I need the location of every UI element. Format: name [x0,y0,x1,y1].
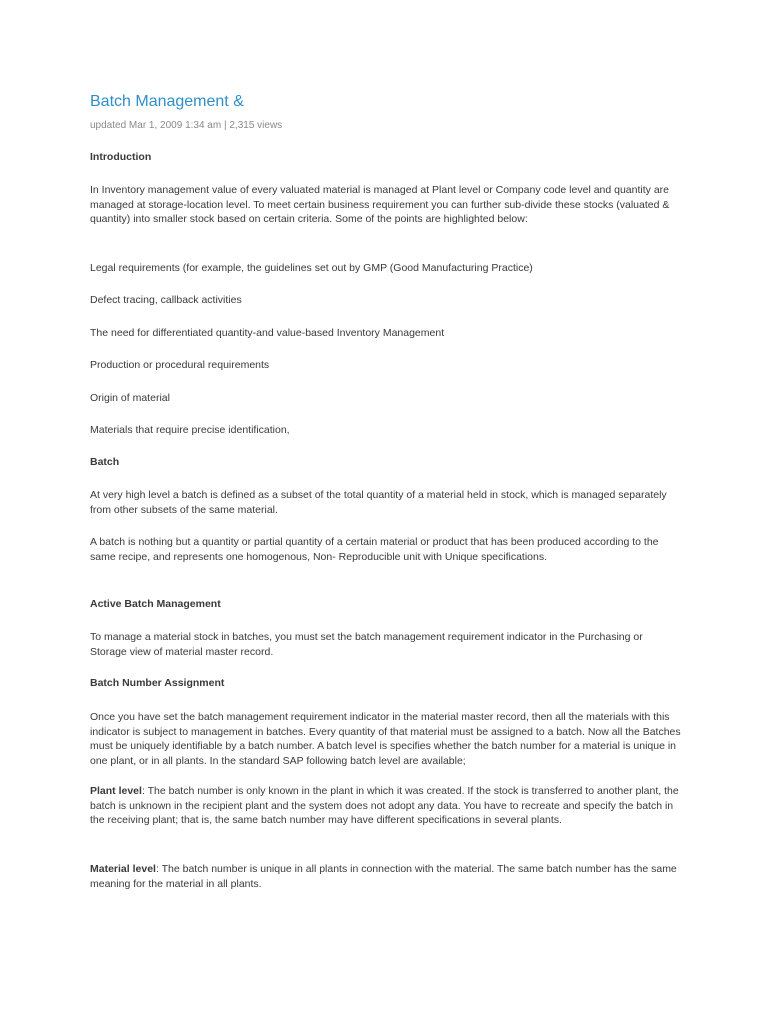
point-item: The need for differentiated quantity-and value-based Inventory Management [90,327,445,339]
point-item: Legal requirements (for example, the guidelines set out by GMP (Good Manufacturing Practice) [90,262,533,274]
intro-paragraph: In Inventory management value of every valuated material is managed at Plant level or Company code level and quantity are managed at storage-location level. To meet certain business requirement you can further sub-divide these stocks (valuated & quantity) into smaller stock based on certain criteria. Some of the points are highlighted below: [90,184,670,225]
document-title: Batch Management & [90,93,244,110]
heading-batch-number-assignment: Batch Number Assignment [90,677,225,689]
point-item: Origin of material [90,392,170,404]
batch-paragraph-2: A batch is nothing but a quantity or partial quantity of a certain material or product that has been produced according to the same recipe, and represents one homogenous, Non- Reproducible unit with Unique specifications. [90,536,659,563]
heading-introduction: Introduction [90,151,152,163]
heading-active-batch-management: Active Batch Management [90,598,221,610]
plant-level-text: : The batch number is only known in the plant in which it was created. If the stock is transferred to another plant, the batch is unknown in the recipient plant and the system does not adopt any data. You have to recreate and specify the batch in the receiving plant; that is, the same batch number may have different specifications in several plants. [90,785,679,826]
point-item: Production or procedural requirements [90,359,270,371]
material-level-text: : The batch number is unique in all plants in connection with the material. The same batch number has the same meaning for the material in all plants. [90,863,677,890]
plant-level-label: Plant level [90,785,142,797]
plant-level-paragraph [90,784,682,828]
point-item: Materials that require precise identification, [90,424,290,436]
document-meta: updated Mar 1, 2009 1:34 am | 2,315 views [90,120,283,131]
heading-batch: Batch [90,456,120,468]
active-batch-paragraph: To manage a material stock in batches, you must set the batch management requirement indicator in the Purchasing or Storage view of material master record. [90,631,643,658]
point-item: Defect tracing, callback activities [90,294,242,306]
assignment-paragraph: Once you have set the batch management requirement indicator in the material master record, then all the materials with this indicator is subject to management in batches. Every quantity of that material must be assigned to a batch. Now all the Batches must be uniquely identifiable by a batch number. A batch level is specifies whether the batch number for a material is unique in one plant, or in all plants. In the standard SAP following batch level are available; [90,711,681,767]
material-level-paragraph [90,862,682,891]
batch-paragraph-1: At very high level a batch is defined as a subset of the total quantity of a material held in stock, which is managed separately from other subsets of the same material. [90,489,667,516]
material-level-label: Material level [90,863,156,875]
